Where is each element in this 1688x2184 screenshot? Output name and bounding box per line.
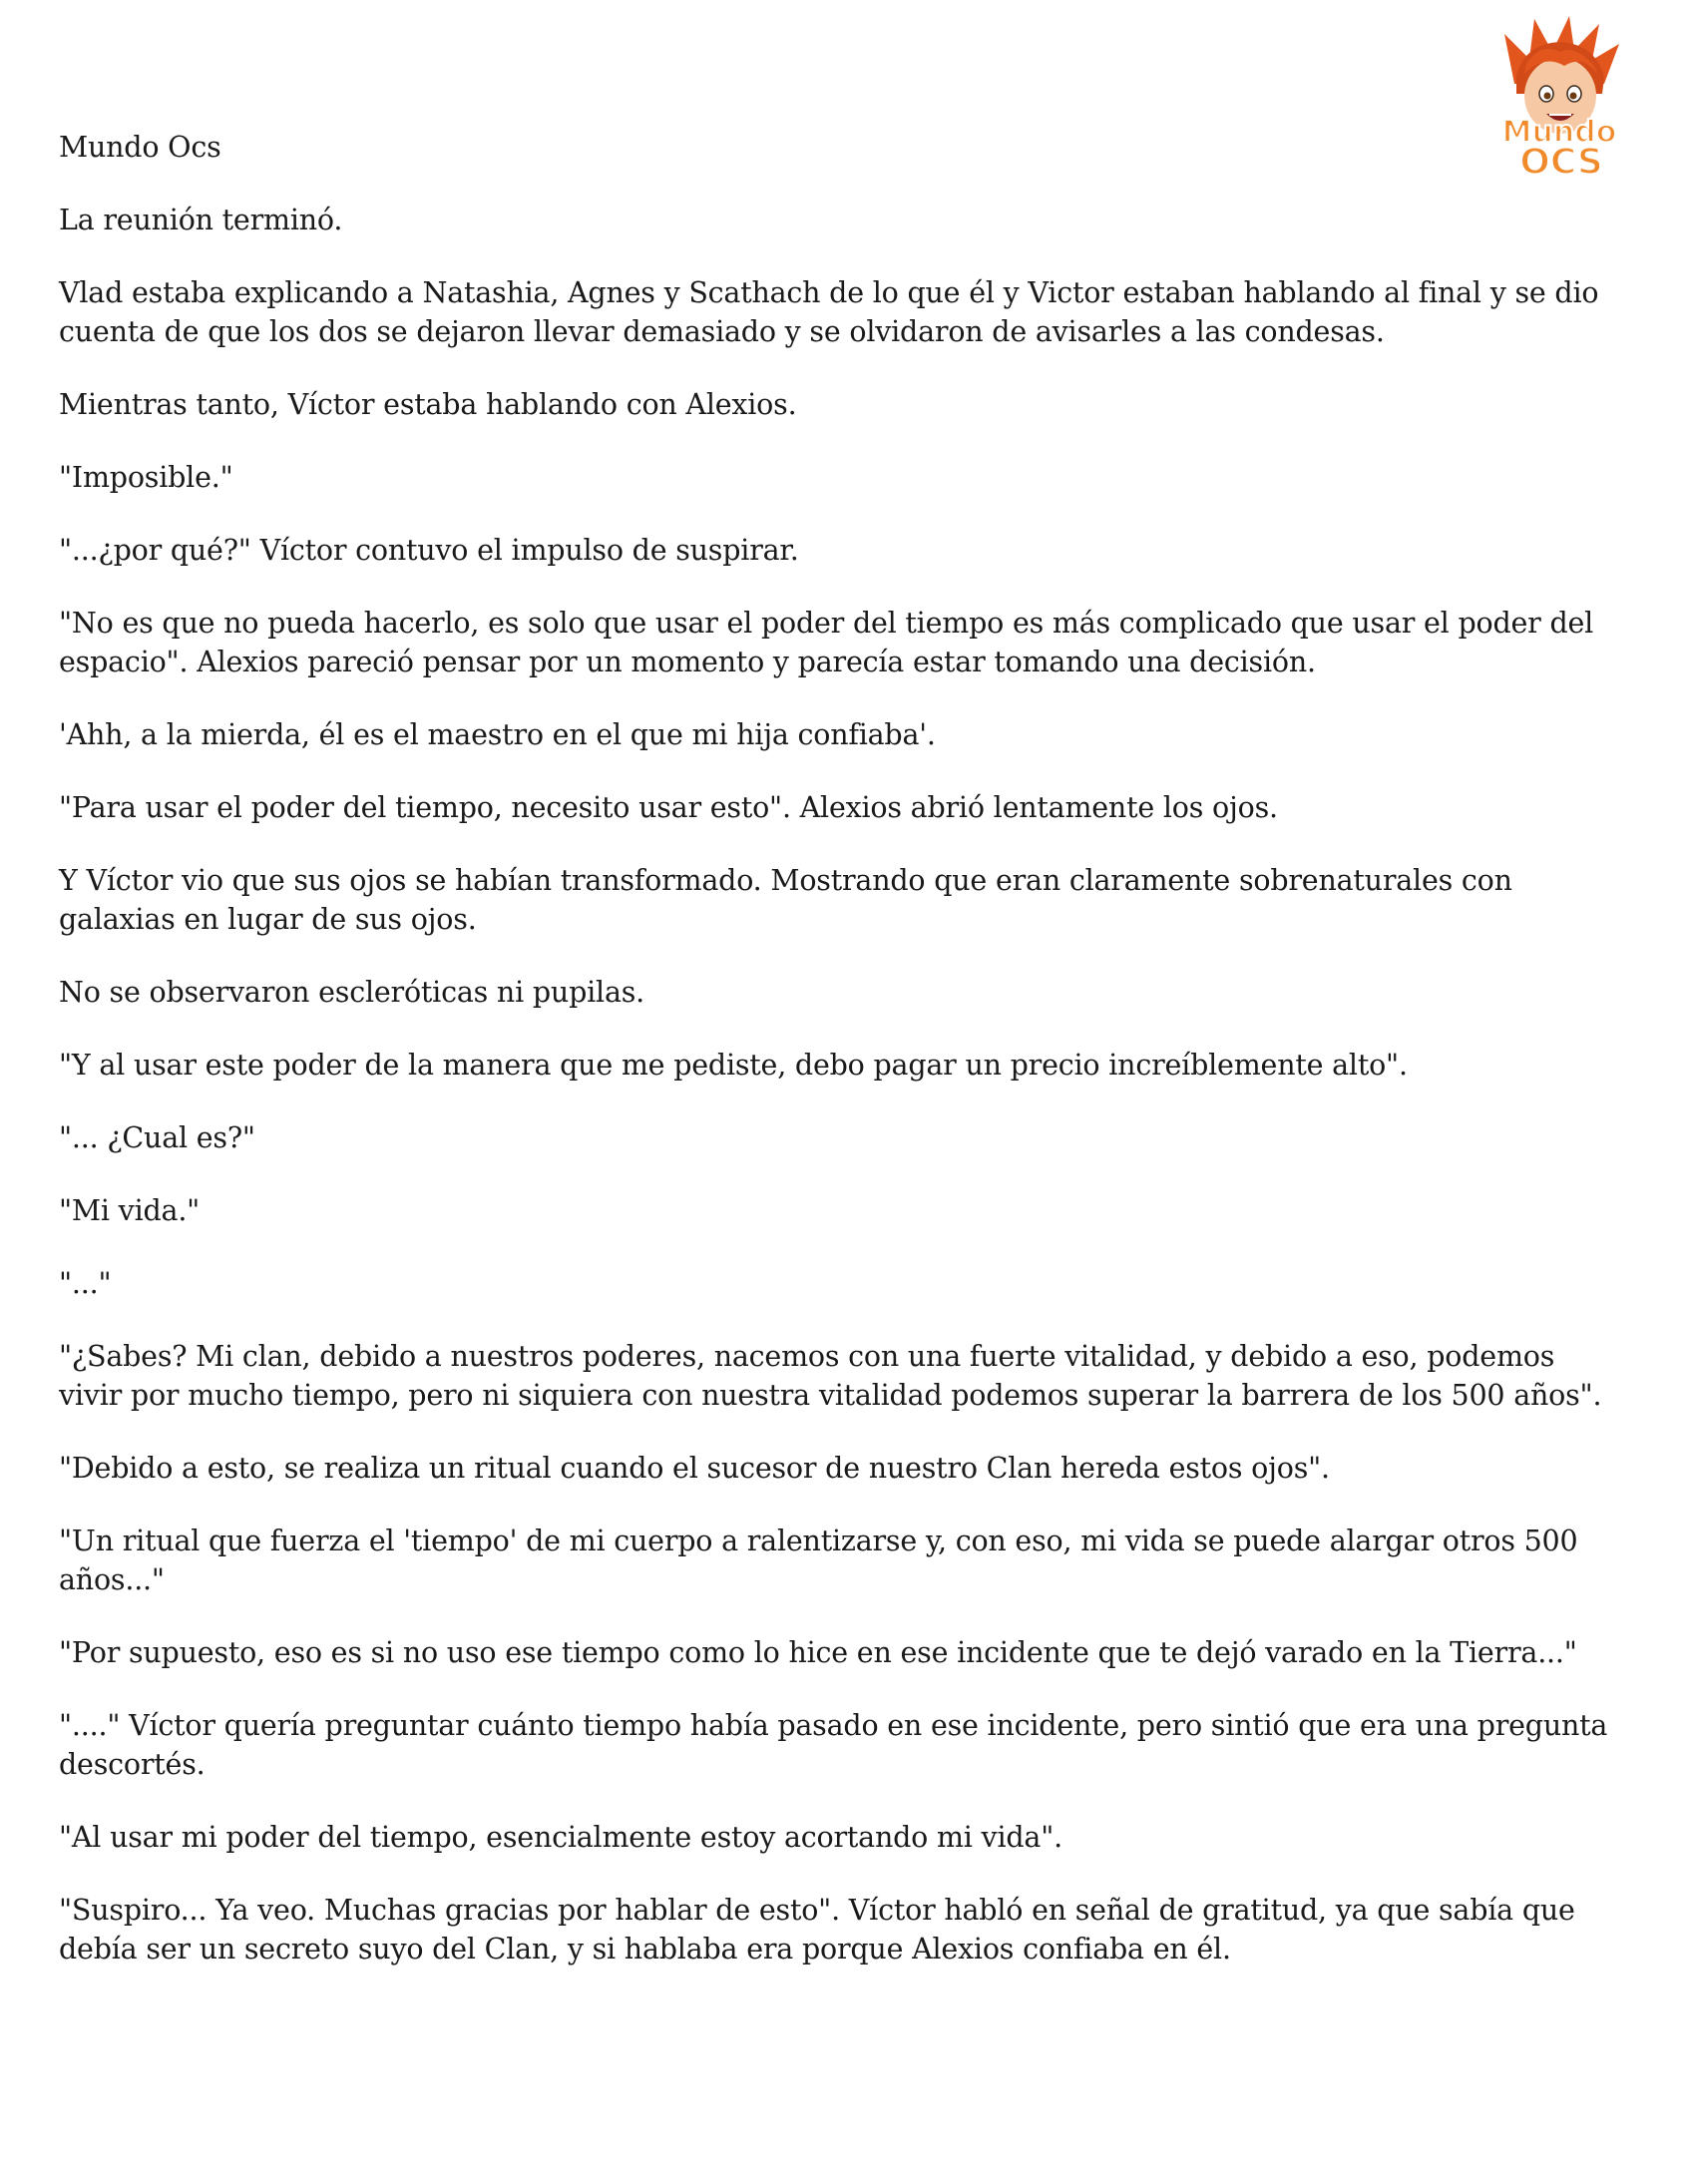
paragraph: No se observaron escleróticas ni pupilas. <box>59 976 645 1009</box>
paragraph: "Suspiro... Ya veo. Muchas gracias por hablar de esto". Víctor habló en señal de gratitud, ya que sabía que debía ser un secreto suyo del Clan, y si hablaba era porque Alexios confiaba en él. <box>59 1894 1575 1966</box>
paragraph: "Debido a esto, se realiza un ritual cuando el sucesor de nuestro Clan hereda estos ojos". <box>59 1452 1330 1485</box>
paragraph: "... ¿Cual es?" <box>59 1121 255 1154</box>
paragraph-site-name: Mundo Ocs <box>59 131 221 164</box>
paragraph: La reunión terminó. <box>59 204 343 236</box>
paragraph: "Imposible." <box>59 461 233 494</box>
paragraph: "...." Víctor quería preguntar cuánto tiempo había pasado en ese incidente, pero sintió que era una pregunta descortés. <box>59 1709 1608 1781</box>
paragraph: "Al usar mi poder del tiempo, esencialmente estoy acortando mi vida". <box>59 1821 1062 1854</box>
paragraph: "Mi vida." <box>59 1194 201 1227</box>
paragraph: Vlad estaba explicando a Natashia, Agnes y Scathach de lo que él y Victor estaban hablando al final y se dio cuenta de que los dos se dejaron llevar demasiado y se olvidaron de avisarles a las condesas. <box>59 276 1599 348</box>
logo-text-top: Mundo <box>1501 115 1617 150</box>
paragraph: "Y al usar este poder de la manera que me pediste, debo pagar un precio increíblemente alto". <box>59 1049 1408 1082</box>
paragraph: 'Ahh, a la mierda, él es el maestro en el que mi hija confiaba'. <box>59 718 936 751</box>
paragraph: "No es que no pueda hacerlo, es solo que usar el poder del tiempo es más complicado que usar el poder del espacio". Alexios pareció pensar por un momento y parecía estar tomando una decisión. <box>59 607 1594 678</box>
paragraph: "..." <box>59 1267 112 1300</box>
paragraph: "...¿por qué?" Víctor contuvo el impulso de suspirar. <box>59 534 799 567</box>
paragraph: "¿Sabes? Mi clan, debido a nuestros poderes, nacemos con una fuerte vitalidad, y debido a eso, podemos vivir por mucho tiempo, pero ni siquiera con nuestra vitalidad podemos superar la barrera de los 500 años". <box>59 1340 1602 1412</box>
paragraph: "Para usar el poder del tiempo, necesito usar esto". Alexios abrió lentamente los ojos. <box>59 791 1278 824</box>
paragraph: Y Víctor vio que sus ojos se habían transformado. Mostrando que eran claramente sobrenaturales con galaxias en lugar de sus ojos. <box>59 864 1512 936</box>
paragraph: "Por supuesto, eso es si no uso ese tiempo como lo hice en ese incidente que te dejó varado en la Tierra..." <box>59 1636 1577 1669</box>
document-body <box>59 128 1625 2002</box>
logo-text-bottom: OCS <box>1519 142 1603 183</box>
paragraph: "Un ritual que fuerza el 'tiempo' de mi cuerpo a ralentizarse y, con eso, mi vida se puede alargar otros 500 años..." <box>59 1525 1578 1596</box>
paragraph: Mientras tanto, Víctor estaba hablando con Alexios. <box>59 388 797 421</box>
